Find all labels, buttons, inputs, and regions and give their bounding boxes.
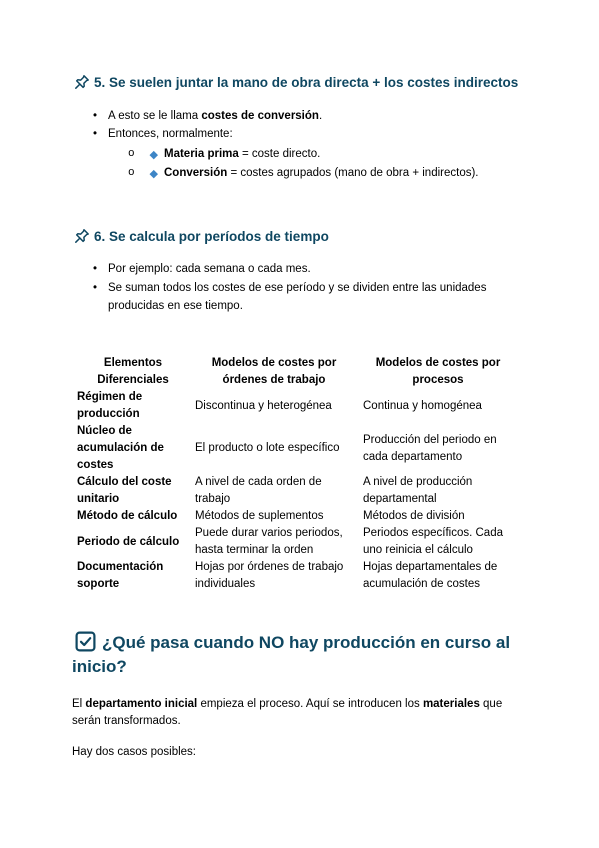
bold-term: costes de conversión	[201, 110, 319, 122]
section-5-heading-text: 5. Se suelen juntar la mano de obra directa + los costes indirectos	[94, 75, 519, 90]
cases-intro-paragraph: Hay dos casos posibles:	[72, 746, 197, 758]
bold-term: departamento inicial	[85, 698, 198, 710]
list-item	[108, 280, 527, 315]
table-cell-job-order-model: Puede durar varios periodos, hasta terminar la orden	[195, 527, 343, 556]
bold-term: Materia prima	[164, 147, 239, 160]
table-cell-process-model: Continua y homogénea	[363, 399, 482, 412]
table-cell-element: Régimen de producción	[77, 391, 143, 420]
pushpin-icon	[74, 74, 90, 90]
table-row	[72, 508, 518, 525]
sub-list-item-text: = coste directo.	[238, 147, 321, 160]
table-header-elements: Elementos Diferenciales	[97, 357, 169, 386]
pushpin-icon	[74, 228, 90, 244]
check-box-icon	[75, 631, 96, 652]
table-cell-job-order-model: Discontinua y heterogénea	[195, 399, 332, 412]
table-cell-job-order-model: El producto o lote específico	[195, 442, 340, 454]
table-cell-job-order-model: A nivel de cada orden de trabajo	[195, 476, 322, 505]
table-cell-process-model: Métodos de división	[363, 510, 465, 522]
table-row	[72, 559, 518, 593]
table-cell-job-order-model: Hojas por órdenes de trabajo individuales	[195, 561, 344, 590]
section-5-heading	[74, 74, 518, 92]
section-5-bullet-list	[108, 107, 527, 183]
section-6-bullet-list	[108, 261, 527, 317]
table-row	[72, 423, 518, 474]
table-cell-process-model: Periodos específicos. Cada uno reinicia el cálculo	[363, 527, 503, 556]
table-header-process-model: Modelos de costes por procesos	[375, 357, 501, 386]
list-item-text: .	[318, 110, 323, 122]
comparison-table	[72, 355, 518, 593]
table-cell-process-model: A nivel de producción departamental	[363, 476, 473, 505]
table-cell-element: Documentación soporte	[77, 561, 164, 590]
sub-list-item	[164, 145, 527, 164]
list-item	[108, 107, 527, 125]
list-item-text: Se suman todos los costes de ese período y se dividen entre las unidades producidas en ese tiempo.	[108, 282, 487, 312]
pushpin-icon	[74, 74, 90, 90]
list-item	[108, 125, 527, 183]
list-item-text: A esto se le llama	[108, 110, 202, 122]
check-box-icon	[75, 631, 96, 652]
bold-term: Conversión	[164, 166, 228, 179]
bold-term: materiales	[422, 698, 480, 710]
table-cell-element: Periodo de cálculo	[77, 535, 180, 548]
table-row	[72, 474, 518, 508]
sub-list-item-text: = costes agrupados (mano de obra + indirectos).	[227, 166, 479, 179]
section-6-heading-text: 6. Se calcula por períodos de tiempo	[94, 229, 329, 244]
table-cell-process-model: Hojas departamentales de acumulación de costes	[363, 561, 498, 590]
paragraph-text: que serán transformados.	[72, 698, 503, 727]
section-6-heading	[74, 228, 329, 246]
paragraph-text: El	[72, 698, 86, 710]
table-row	[72, 389, 518, 423]
list-item	[108, 261, 527, 279]
pushpin-icon	[74, 228, 90, 244]
table-cell-element: Método de cálculo	[77, 510, 178, 522]
table-cell-element: Núcleo de acumulación de costes	[77, 425, 164, 471]
small-blue-diamond-icon	[150, 150, 158, 158]
list-item-text: Por ejemplo: cada semana o cada mes.	[108, 263, 311, 275]
sub-bullet-list	[164, 145, 527, 183]
table-header-row	[72, 355, 518, 389]
intro-paragraph	[72, 696, 527, 730]
sub-list-item	[164, 164, 527, 183]
table-cell-job-order-model: Métodos de suplementos	[195, 510, 324, 522]
small-blue-diamond-icon	[150, 169, 158, 177]
table-row	[72, 525, 518, 559]
main-heading	[72, 631, 527, 679]
main-heading-text: ¿Qué pasa cuando NO hay producción en curso al inicio?	[72, 633, 511, 676]
table-cell-process-model: Producción del periodo en cada departamento	[363, 433, 497, 463]
paragraph-text: empieza el proceso. Aquí se introducen los	[197, 698, 423, 710]
table-header-job-order-model: Modelos de costes por órdenes de trabajo	[211, 357, 337, 386]
table-cell-element: Cálculo del coste unitario	[77, 476, 172, 505]
list-item-text: Entonces, normalmente:	[108, 128, 233, 140]
